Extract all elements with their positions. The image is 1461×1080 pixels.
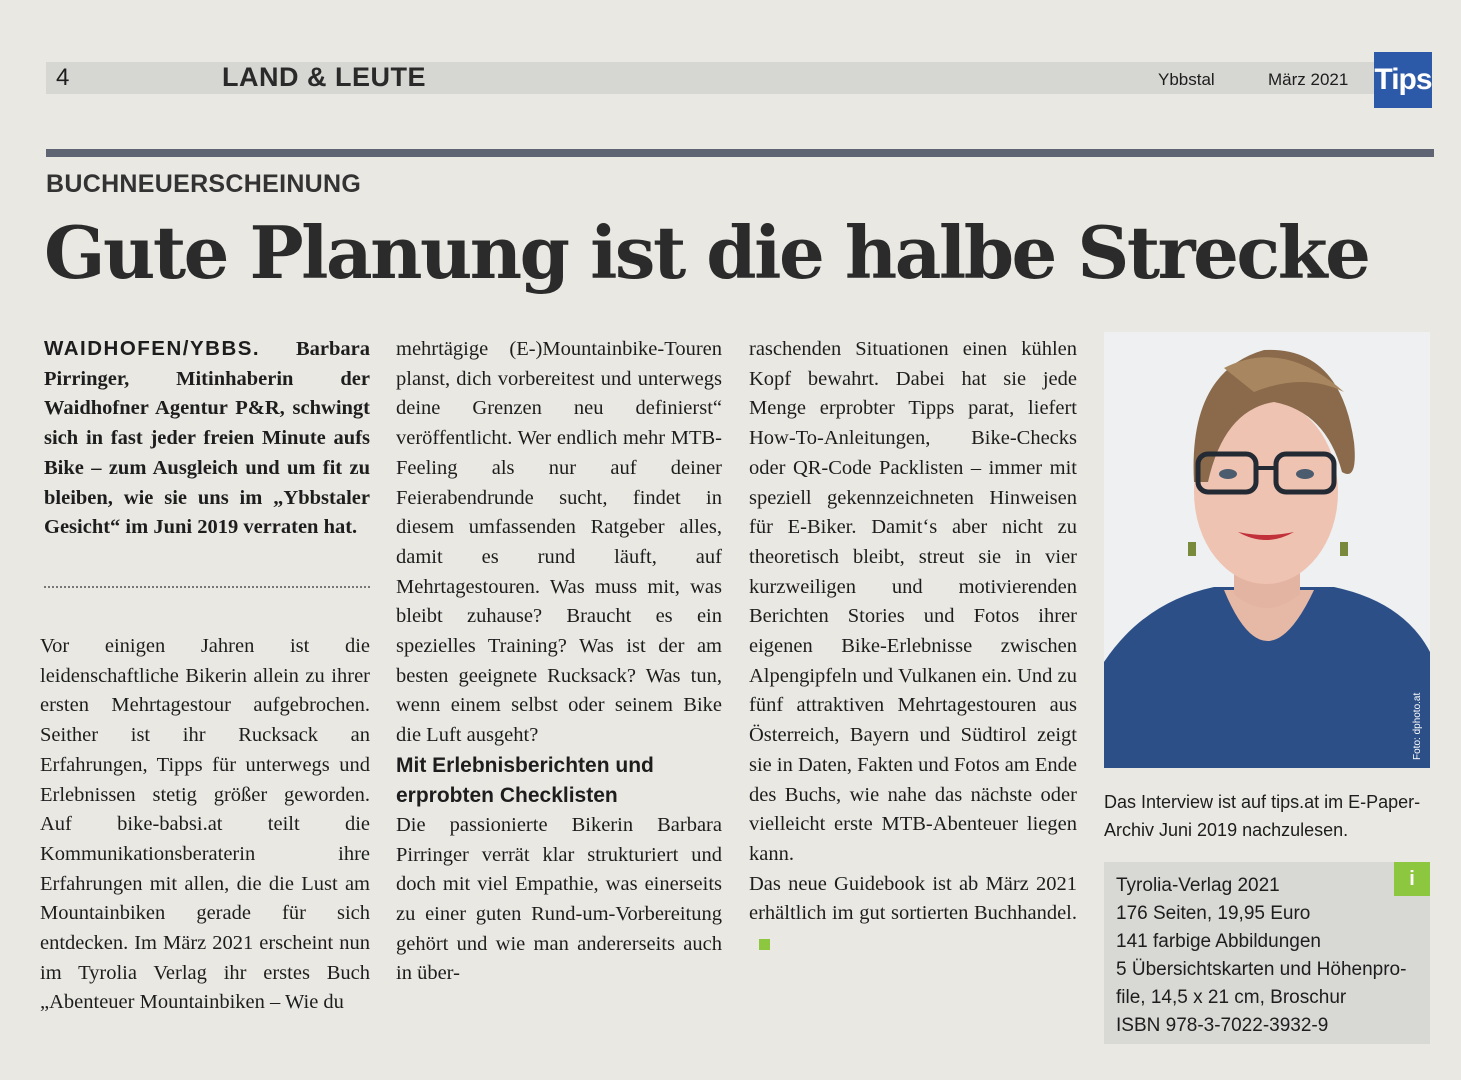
article-column-1 xyxy=(40,632,370,1018)
article-column-3 xyxy=(749,335,1077,959)
article-lead xyxy=(44,334,370,543)
book-info-lines xyxy=(1116,872,1406,1040)
tips-logo: Tips xyxy=(1374,52,1432,108)
info-icon: i xyxy=(1394,862,1430,896)
region-label: Ybbstal xyxy=(1158,70,1215,89)
dotted-divider xyxy=(44,586,370,588)
info-line: 176 Seiten, 19,95 Euro xyxy=(1116,903,1311,924)
column-2-text-b: Die passionierte Bikerin Barbara Pirringer verrät klar strukturiert und doch mit viel Empathie, was einerseits zu einer guten Rund-um-Vorbereitung gehört und wie man andererseits auch in über- xyxy=(396,813,722,985)
issue-date: März 2021 xyxy=(1268,70,1349,89)
article-column-2 xyxy=(396,335,722,989)
photo-credit: Foto: dphoto.at xyxy=(1412,692,1423,760)
article-kicker: BUCHNEUERSCHEINUNG xyxy=(46,170,362,198)
column-3-text-b: Das neue Guidebook ist ab März 2021 erhältlich im gut sortierten Buchhandel. xyxy=(749,872,1077,925)
info-line: ISBN 978-3-7022-3932-9 xyxy=(1116,1015,1329,1036)
column-3-text: raschenden Situationen einen kühlen Kopf bewahrt. Dabei hat sie jede Menge erprobter Tipps parat, liefert How-To-Anleitungen, Bike-Checks oder QR-Code Packlisten – immer mit speziell gekennzeichneten Hinweisen für E-Biker. Damit‘s aber nicht zu theoretisch bleibt, streut sie in vier kurzweiligen und motivierenden Berichten Stories und Fotos ihrer eigenen Bike-Erlebnisse zwischen Alpengipfeln und Vulkanen ein. Und zu fünf attraktiven Mehrtagestouren aus Österreich, Bayern und Südtirol zeigt sie in Daten, Fakten und Fotos am Ende des Buchs, wie nahe das nächste oder vielleicht erste MTB-Abenteuer liegen kann. xyxy=(749,338,1077,865)
end-of-article-icon xyxy=(759,939,770,950)
page-number: 4 xyxy=(56,64,70,91)
column-3-closing xyxy=(749,870,1077,959)
portrait-photo xyxy=(1104,332,1430,768)
lead-text: Barbara Pirringer, Mitinhaberin der Waidhofner Agentur P&R, schwingt sich in fast jeder freien Minute aufs Bike – zum Ausgleich und um fit zu bleiben, wie sie uns im „Ybbstaler Gesicht“ im Juni 2019 verraten hat. xyxy=(44,338,370,539)
info-line: file, 14,5 x 21 cm, Broschur xyxy=(1116,987,1347,1008)
info-line: 5 Übersichtskarten und Höhenpro- xyxy=(1116,959,1407,980)
photo-caption: Das Interview ist auf tips.at im E-Paper-Archiv Juni 2019 nachzulesen. xyxy=(1104,792,1421,840)
header-rule xyxy=(46,149,1434,157)
article-subheading: Mit Erlebnisberichten und erprobten Checklisten xyxy=(396,753,654,807)
info-line: 141 farbige Abbildungen xyxy=(1116,931,1321,952)
lead-location: WAIDHOFEN/YBBS. xyxy=(44,337,261,360)
column-2-text: mehrtägige (E-)Mountainbike-Touren planst, dich vorbereitest und unterwegs deine Grenzen neu definierst“ veröffentlicht. Wer endlich mehr MTB-Feeling als nur auf deiner Feierabendrunde sucht, findet in diesem umfassenden Ratgeber alles, damit es rund läuft, auf Mehrtagestouren. Was muss mit, was bleibt zuhause? Braucht es ein spezielles Training? Was ist der am besten geeignete Rucksack? Was tun, wenn einem selbst oder seinem Bike die Luft ausgeht? xyxy=(396,338,722,747)
column-1-text: Vor einigen Jahren ist die leidenschaftliche Bikerin allein zu ihrer ersten Mehrtagestour aufgebrochen. Seither ist ihr Rucksack an Erfahrungen, Tipps für unterwegs und Erlebnissen stetig größer geworden. Auf bike-babsi.at teilt die Kommunikationsberaterin ihre Erfahrungen mit allen, die die Lust am Mountainbiken gerade für sich entdecken. Im März 2021 erscheint nun im Tyrolia Verlag ihr erstes Buch „Abenteuer Mountainbiken – Wie du xyxy=(40,635,370,1014)
section-title: LAND & LEUTE xyxy=(222,62,426,92)
article-headline: Gute Planung ist die halbe Strecke xyxy=(44,210,1369,295)
info-line: Tyrolia-Verlag 2021 xyxy=(1116,875,1280,896)
